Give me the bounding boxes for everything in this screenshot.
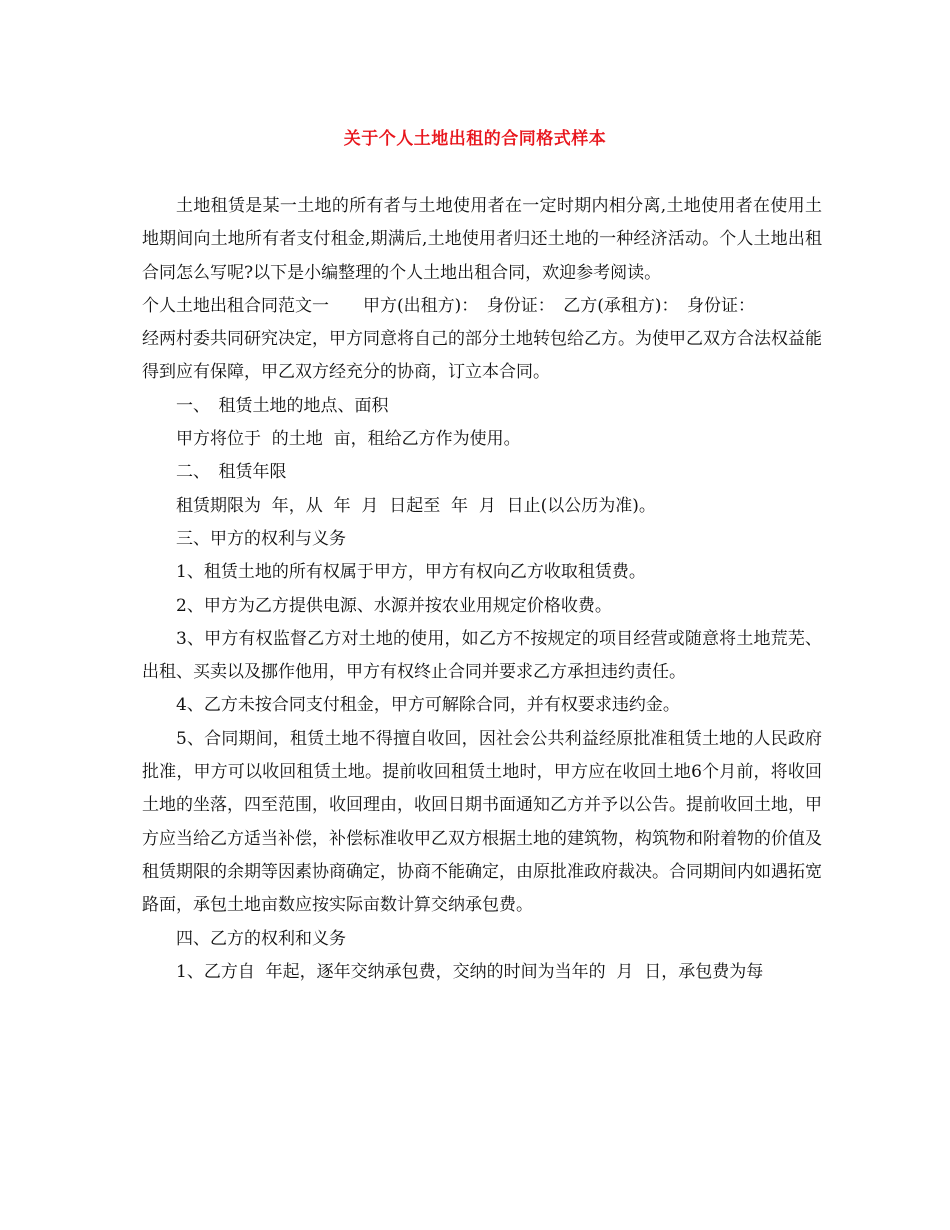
clause-a-3: 3、甲方有权监督乙方对土地的使用，如乙方不按规定的项目经营或随意将土地荒芜、出租、买卖以及挪作他用，甲方有权终止合同并要求乙方承担违约责任。 bbox=[142, 628, 822, 683]
clause-a-1: 1、租赁土地的所有权属于甲方，甲方有权向乙方收取租赁费。 bbox=[176, 562, 646, 583]
location-paragraph: 甲方将位于 的土地 亩，租给乙方作为使用。 bbox=[176, 429, 521, 450]
section-heading-party-b: 四、乙方的权利和义务 bbox=[176, 928, 346, 949]
clause-a-4: 4、乙方未按合同支付租金，甲方可解除合同，并有权要求违约金。 bbox=[176, 695, 680, 716]
section-heading-location: 一、 租赁土地的地点、面积 bbox=[176, 395, 389, 416]
clause-b-1: 1、乙方自 年起，逐年交纳承包费，交纳的时间为当年的 月 日，承包费为每 bbox=[176, 961, 764, 982]
term-paragraph: 租赁期限为 年，从 年 月 日起至 年 月 日止(以公历为准)。 bbox=[176, 495, 656, 516]
intro-paragraph: 土地租赁是某一土地的所有者与土地使用者在一定时期内相分离,土地使用者在使用土地期间向土地所有者支付租金,期满后,土地使用者归还土地的一种经济活动。个人土地出租合同怎么写呢?以下是小编整理的个人土地出租合同，欢迎参考阅读。 bbox=[142, 196, 822, 283]
section-heading-party-a: 三、甲方的权利与义务 bbox=[176, 528, 346, 549]
preamble-paragraph: 经两村委共同研究决定，甲方同意将自己的部分土地转包给乙方。为使甲乙双方合法权益能得到应有保障，甲乙双方经充分的协商，订立本合同。 bbox=[142, 329, 822, 383]
contract-parties-line: 个人土地出租合同范文一 甲方(出租方)： 身份证： 乙方(承租方)： 身份证： bbox=[142, 295, 756, 316]
section-heading-term: 二、 租赁年限 bbox=[176, 462, 287, 483]
document-title: 关于个人土地出租的合同格式样本 bbox=[343, 129, 607, 149]
clause-a-2: 2、甲方为乙方提供电源、水源并按农业用规定价格收费。 bbox=[176, 595, 612, 616]
clause-a-5: 5、合同期间，租赁土地不得擅自收回，因社会公共利益经原批准租赁土地的人民政府批准，甲方可以收回租赁土地。提前收回租赁土地时，甲方应在收回土地6个月前，将收回土地的坐落，四至范围，收回理由，收回日期书面通知乙方并予以公告。提前收回土地，甲方应当给乙方适当补偿，补偿标准收甲乙双方根据土地的建筑物，构筑物和附着物的价值及租赁期限的余期等因素协商确定，协商不能确定，由原批准政府裁决。合同期间内如遇拓宽路面，承包土地亩数应按实际亩数计算交纳承包费。 bbox=[142, 728, 822, 916]
document-body bbox=[142, 190, 822, 989]
